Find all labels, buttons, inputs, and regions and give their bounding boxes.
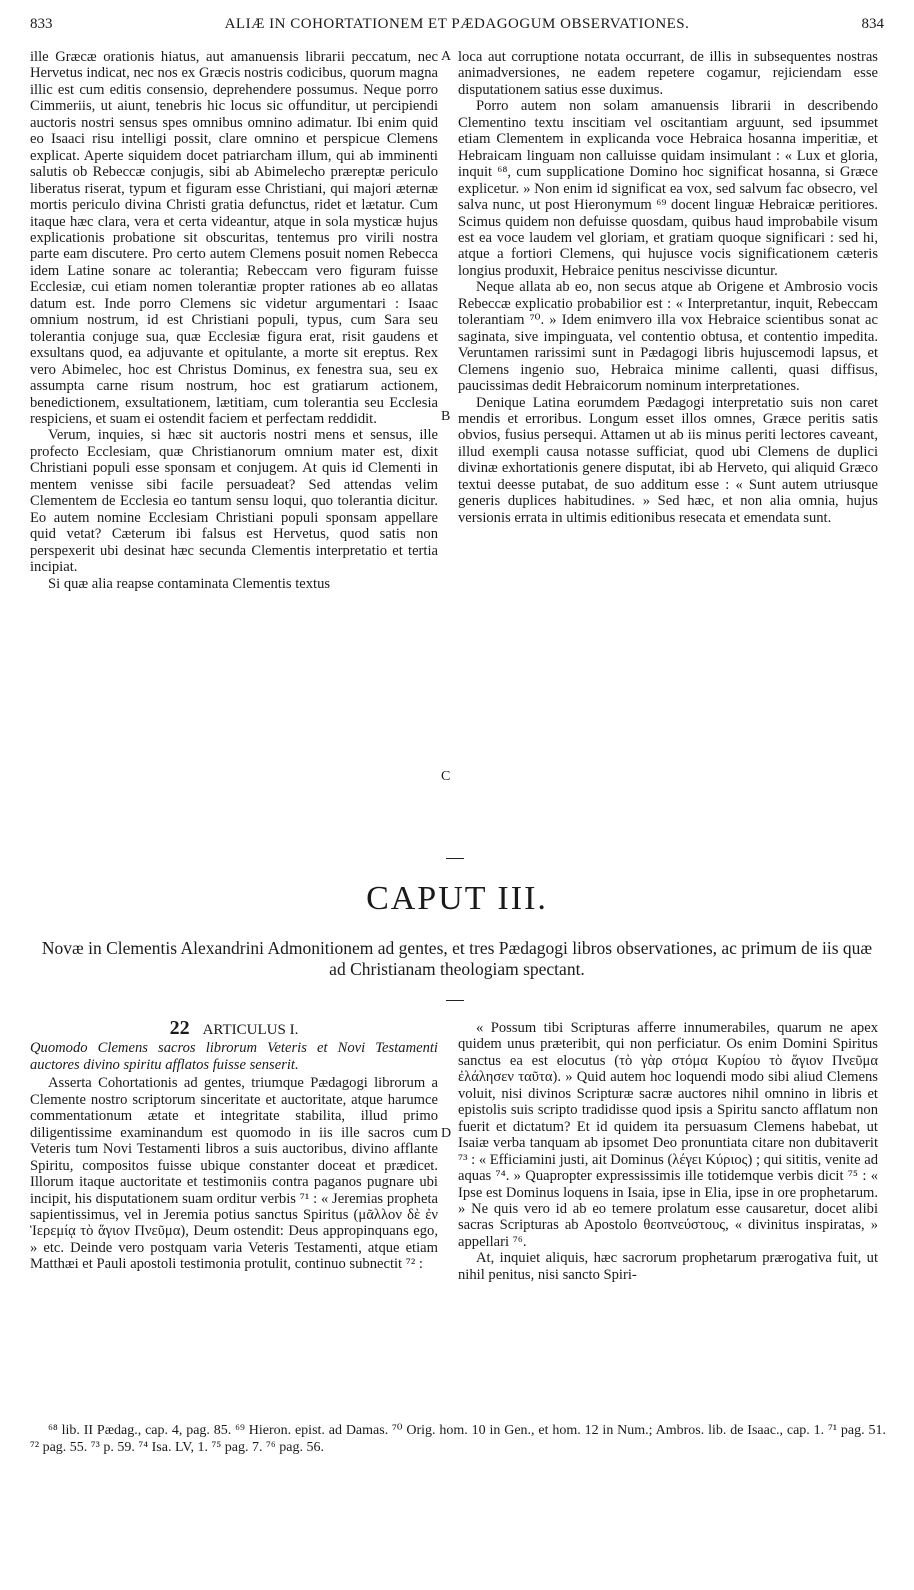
page-number-left: 833 — [30, 16, 53, 32]
footnotes — [30, 1423, 886, 1456]
margin-marker-b: B — [441, 409, 451, 424]
bottom-left-column — [30, 1017, 438, 1273]
footnote-text: ⁶⁸ lib. II Pædag., cap. 4, pag. 85. ⁶⁹ Hieron. epist. ad Damas. ⁷⁰ Orig. hom. 10 in Gen., et hom. 12 in Num.; Ambros. lib. de Isaac., cap. 1. ⁷¹ pag. 51. ⁷² pag. 55. ⁷³ p. 59. ⁷⁴ Isa. LV, 1. ⁷⁵ pag. 7. ⁷⁶ pag. 56. — [30, 1423, 886, 1455]
margin-marker-d: D — [441, 1126, 452, 1141]
chapter-title: CAPUT III. — [366, 880, 548, 917]
running-title: ALIÆ IN COHORTATIONEM ET PÆDAGOGUM OBSERVATIONES. — [224, 16, 690, 32]
page-number-right: 834 — [861, 16, 884, 32]
paragraph: Porro autem non solam amanuensis librarii in describendo Clementino textu inscitiam vel oscitantiam arguunt, sed ipsummet etiam Clementem in explicanda voce Hebraica hosanna imperitiæ, et Hebraicam linguam non calluisse quidam insimulant : « Lux et gloria, inquit ⁶⁸, cum supplicatione Domino hoc significat hosanna, si Græce explicetur. » Non enim id significat ea vox, sed salvum fac obsecro, vel salva nunc, ut post Hieronymum ⁶⁹ docent linguæ Hebraicæ peritiores. Scimus quidem non defuisse quosdam, quibus haud improbabile visum est ea voce laudem vel gloriam, et gratiam quoque significari : sed hi, atque a fortiori Clemens, qui hujusce vocis significationem cæteris longius produxit, Hebraice penitus nescivisse dicuntur. — [458, 98, 878, 279]
article-summary: Quomodo Clemens sacros librorum Veteris et Novi Testamenti auctores divino spiritu afflatos fuisse senserit. — [30, 1040, 438, 1073]
article-number: 22 — [169, 1017, 190, 1039]
top-right-column — [458, 49, 878, 526]
paragraph: Neque allata ab eo, non secus atque ab Origene et Ambrosio vocis Rebeccæ explicatio probabilior est : « Interpretantur, inquit, Rebeccam tolerantiam ⁷⁰. » Idem enimvero illa vox Hebraice scientibus sonat ac saginata, sive impinguata, vel contentio obtusa, et contentio impedita. Veruntamen rarissimi sunt in Pædagogi libris hujuscemodi lapsus, et Clemens ingenio suo, Hebraica minime callenti, quasi diffisus, paucissimas dedit Hebraicorum nominum interpretationes. — [458, 279, 878, 395]
paragraph: « Possum tibi Scripturas afferre innumerabiles, quarum ne apex quidem unus præteribit, qui non perficiatur. Os enim Domini Spiritus sanctus ea est elocutus (τὸ γὰρ στόμα Κυρίου τὸ ἅγιον Πνεῦμα ἐλάλησεν ταῦτα). » Quid autem hoc loquendi modo sibi aliud Clemens voluit, nisi divinos Scripturæ sacræ auctores nihil omnino in libris et epistolis suis scripto tradidisse quod ipsis a Spiritu sancto afflatum non fuerit et dictatum? Et id quidem ita persuasum Clemens habebat, ut Isaiæ verba tanquam ab ipsomet Deo pronuntiata citare non dubitaverit ⁷³ : « Efficiamini justi, ait Dominus (λέγει Κύριος) ; qui sititis, venite ad aquas ⁷⁴. » Quapropter expressissimis ille totidemque verbis dicit ⁷⁵ : « Ipse est Dominus loquens in Isaia, ipse in Elia, ipse in ore prophetarum. » Ne quis vero id ab eo temere prolatum esse causaretur, docet alibi sacras Scripturas ab Apostolo θεοπνεύστους, « divinitus inspiratas, » appellari ⁷⁶. — [458, 1020, 878, 1250]
separator-rule — [446, 1000, 464, 1001]
paragraph: ille Græcæ orationis hiatus, aut amanuensis librarii peccatum, nec Hervetus indicat, nec nos ex Græcis nostris codicibus, quorum magna illic est cum editis consensio, deprehendere possumus. Neque porro Cimmeriis, ut aiunt, tenebris hic locus sic offunditur, ut percipiendi auctoris nostri sensus spes omnibus omnino adimatur. Ibi enim quid eo Isaaci risu intelligi possit, clare omnino et perspicue Clemens explicat. Aperte siquidem docet patriarcham illum, qui ab imminenti salutis ob Rebeccæ conjugis, sibi ab Abimelecho præreptæ periculo liberatus riserat, typum et figuram esse Christiani, qui majori æternæ mortis periculo divina Christi gratia defunctus, ridet et lætatur. Cum itaque hæc clara, vera et certa videantur, atque in sola mysticæ hujus explicationis probatione sit obscuritas, tentemus pro virili nostra parte eam discutere. Pro certo autem Clemens posuit nomen Rebecca idem Latine sonare ac tolerantia; Rebeccam vero figuram fuisse Ecclesiæ, cui etiam nomen tolerantiæ propter rationes ab eo allatas datum est. Inde porro Clemens sic videtur argumentari : Isaac omnium nostrum, id est Christiani populi, typus, cum Sara seu tolerantia conjuge sua, quæ Ecclesiæ figura erat, risit gaudens et exsultans quod, ea adjuvante et opitulante, a morte sit ereptus. Rex vero Abimelec, hoc est Christus Dominus, ex fenestra sua, seu ex assumpta carne risum nostrum, hoc est gratiarum actionem, benedictionem, exsultationem, lætitiam, cum tolerantia seu Ecclesia respiciens, et suam ei ostendit faciem et perfectam reddidit. — [30, 49, 438, 427]
margin-marker-a: A — [441, 49, 452, 64]
margin-marker-c: C — [441, 769, 451, 784]
article-label: ARTICULUS I. — [202, 1022, 299, 1038]
paragraph: At, inquiet aliquis, hæc sacrorum prophetarum prærogativa fuit, ut nihil penitus, nisi sancto Spiri- — [458, 1250, 878, 1283]
bottom-right-column — [458, 1020, 878, 1283]
running-header — [30, 12, 884, 40]
article-heading — [30, 1017, 438, 1039]
paragraph: Denique Latina eorumdem Pædagogi interpretatio suis non caret mendis et erroribus. Longum esset illos omnes, Græce peritis satis obvios, fusius persequi. Attamen ut ab iis minus periti lectores caveant, illud exempli causa notasse sufficiat, quod ubi Clemens de duplici divinæ exhortationis genere disputat, ibi ab Herveto, qui aliquid Græco textui deesse putabat, de suo additum esse : « Sunt autem utriusque generis duplices habitudines. » Sed hæc, et non alia omnia, hujus versionis errata in ultimis editionibus resecata et emendata sunt. — [458, 394, 878, 526]
paragraph: Si quæ alia reapse contaminata Clementis textus — [48, 575, 331, 592]
paragraph: loca aut corruptione notata occurrant, de illis in subsequentes nostras animadversiones, ne eadem repetere cogamur, rejiciendam esse disputationem satius esse duximus. — [458, 49, 878, 98]
separator-rule — [446, 858, 464, 859]
chapter-subtitle: Novæ in Clementis Alexandrini Admonitionem ad gentes, et tres Pædagogi libros observationes, ac primum de iis quæ ad Christianam theologiam spectant. — [41, 938, 873, 979]
paragraph: Asserta Cohortationis ad gentes, triumque Pædagogi librorum a Clemente nostro scriptorum sinceritate et auctoritate, atque harumce commentationum ætate et integritate stabilita, illud primo diligentissime examinandum est quomodo in iis ille sacros cum Veteris tum Novi Testamenti libros a suis auctoribus, divino afflante Spiritu, compositos fuisse ubique constanter doceat et prædicet. Illorum itaque auctoritate et testimoniis contra paganos pugnare ubi incipit, his disputationem suam orditur verbis ⁷¹ : « Jeremias propheta sapientissimus, vel in Jeremia potius sanctus Spiritus (μᾶλλον δὲ ἐν Ἱερεμίᾳ τὸ ἅγιον Πνεῦμα), Deum ostendit: Deus appropinquans ego, » etc. Deinde vero postquam varia Veteris Testamenti, atque etiam Matthæi et Pauli apostoli testimonia protulit, continuo subnectit ⁷² : — [30, 1075, 438, 1273]
paragraph: Verum, inquies, si hæc sit auctoris nostri mens et sensus, ille profecto Ecclesiam, quæ Christianorum omnium mater est, dixit Christiani populi esse sponsam et conjugem. At quis id Clementi in mentem venisse sibi facile persuadeat? Sed attendas velim Clementem de Ecclesia eo tantum sensu loqui, quo tolerantia dicitur. Eo autem nomine Ecclesiam Christiani populi sponsam appellare quid vetat? Cæterum ibi falsus est Hervetus, quod satis non perspexerit ubi desinat hæc secunda Clementis interpretatio et tertia incipiat. — [30, 427, 438, 576]
top-left-column — [30, 49, 438, 592]
